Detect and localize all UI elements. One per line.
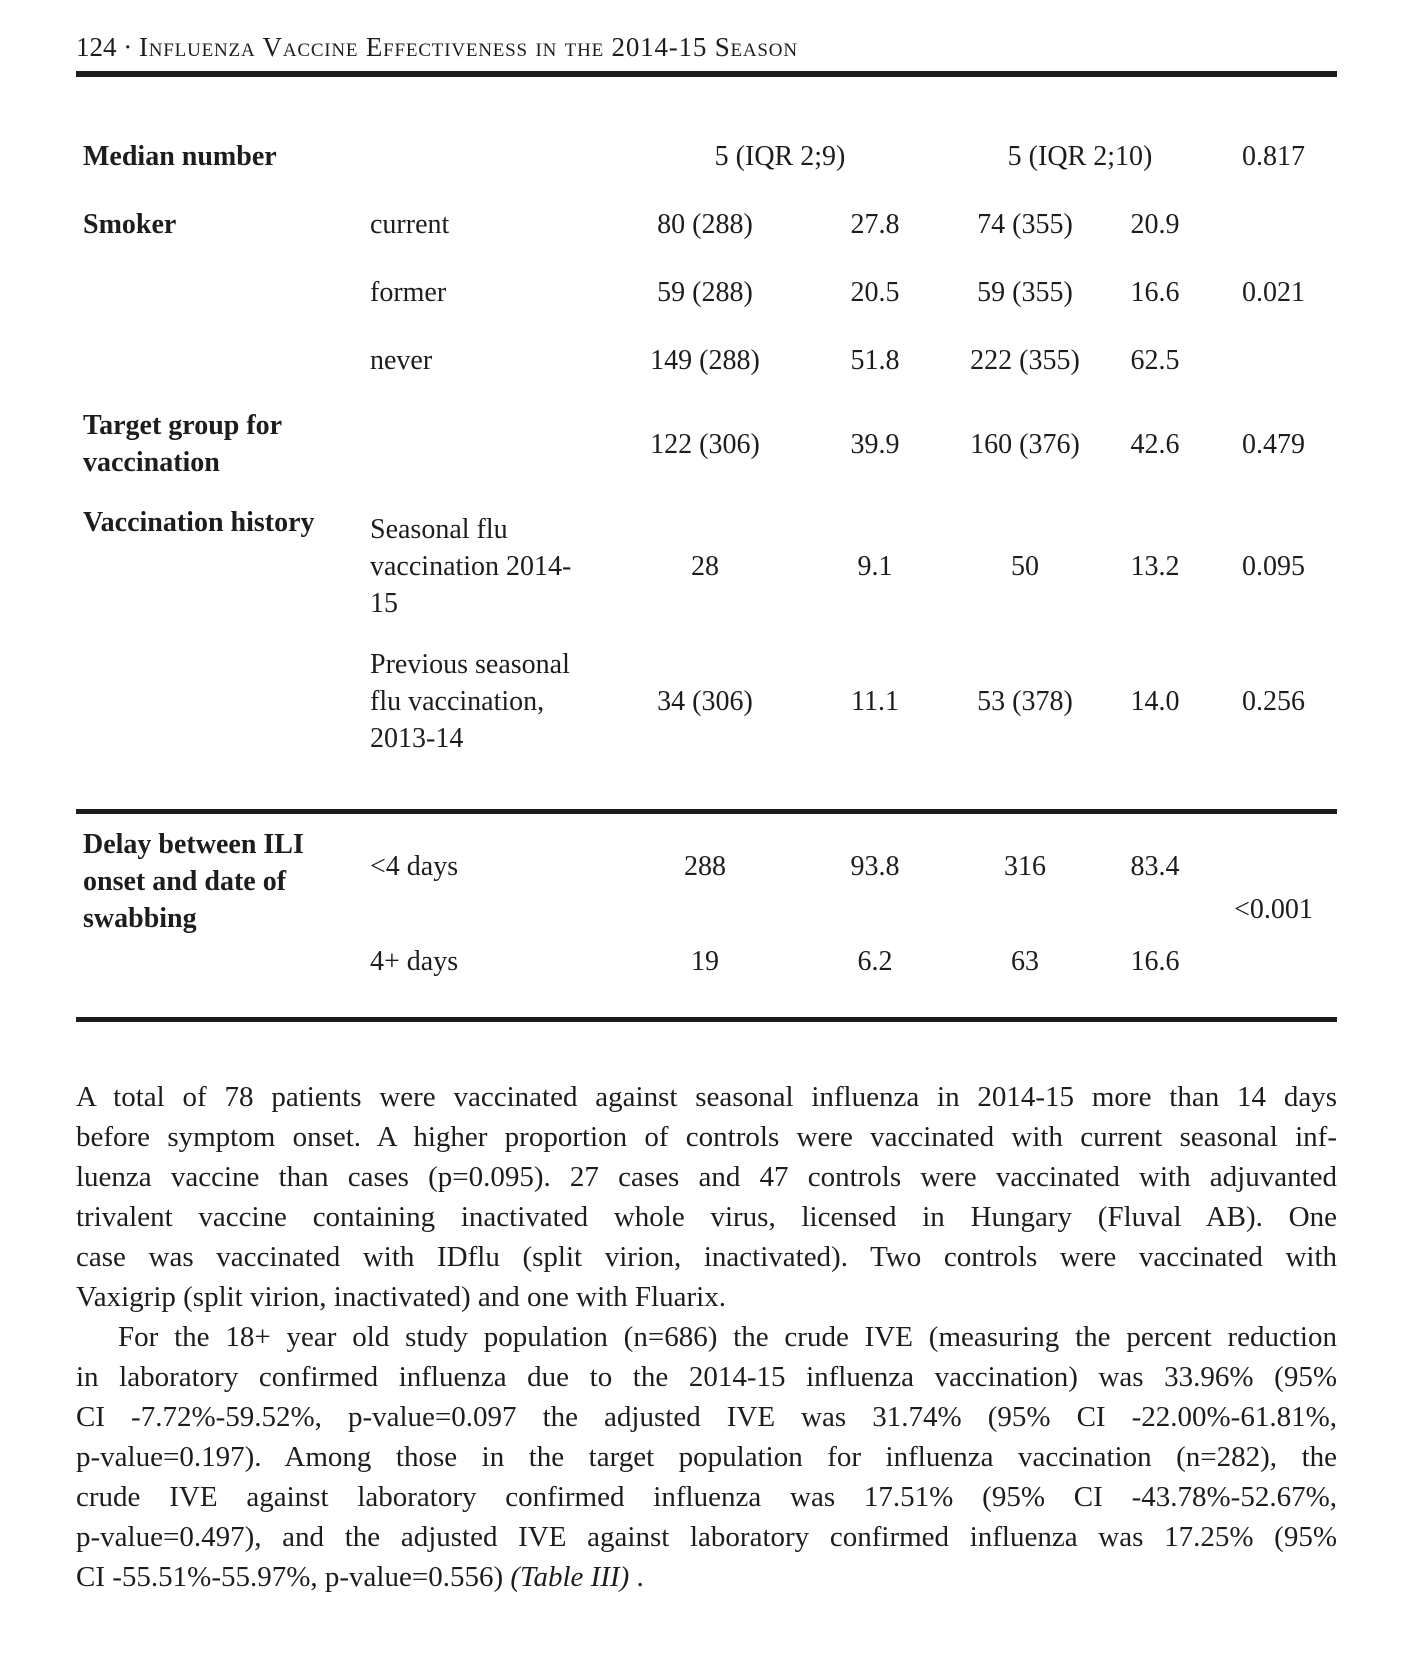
- row-category: <4 days: [370, 851, 459, 882]
- controls-pct-cell: 16.6: [1130, 276, 1180, 308]
- row-label: Median number: [83, 140, 277, 172]
- paragraph-line: p-value=0.197). Among those in the target population for influenza vaccination (n=282), the: [76, 1441, 1337, 1473]
- cases-merged-cell: 5 (IQR 2;9): [714, 140, 846, 172]
- controls-pct-cell: 62.5: [1130, 344, 1180, 376]
- controls-pct-cell: 13.2: [1130, 551, 1180, 582]
- paragraph-line-text: CI -55.51%-55.97%, p-value=0.556): [76, 1561, 511, 1593]
- cases-n-cell: 80 (288): [657, 208, 753, 240]
- table-section-delay: [76, 814, 1337, 1004]
- paragraph-line: trivalent vaccine containing inactivated whole virus, licensed in Hungary (Fluval AB). One: [76, 1201, 1337, 1233]
- cases-n-cell: 19: [691, 946, 719, 977]
- running-title: Influenza Vaccine Effectiveness in the 2014-15 Season: [139, 32, 798, 62]
- table-row-smoker-former: [76, 258, 1337, 326]
- cases-n-cell: 122 (306): [650, 428, 760, 460]
- controls-n-cell: 59 (355): [977, 276, 1073, 308]
- controls-n-cell: 63: [1011, 946, 1039, 977]
- study-characteristics-table: [76, 122, 1337, 1022]
- paragraph-line: For the 18+ year old study population (n=686) the crude IVE (measuring the percent reduction: [118, 1321, 1337, 1353]
- paragraph-line: CI -7.72%-59.52%, p-value=0.097 the adjusted IVE was 31.74% (95% CI -22.00%-61.81%,: [76, 1401, 1337, 1433]
- cases-pct-cell: 9.1: [857, 551, 893, 582]
- p-value-cell: 0.095: [1242, 551, 1305, 582]
- paragraph-line: luenza vaccine than cases (p=0.095). 27 cases and 47 controls were vaccinated with adjuvanted: [76, 1161, 1337, 1193]
- controls-n-cell: 74 (355): [977, 208, 1073, 240]
- paragraph-line: Vaxigrip (split virion, inactivated) and one with Fluarix.: [76, 1281, 726, 1313]
- table-reference: (Table III): [510, 1561, 630, 1593]
- row-label: Vaccination history: [83, 507, 315, 538]
- paragraph-line: p-value=0.497), and the adjusted IVE against laboratory confirmed influenza was 17.25% (95%: [76, 1521, 1337, 1553]
- paragraph-line: case was vaccinated with IDflu (split virion, inactivated). Two controls were vaccinated with: [76, 1241, 1337, 1273]
- paragraph-line-text: .: [636, 1561, 644, 1593]
- cases-n-cell: 59 (288): [657, 276, 753, 308]
- table-row-vaccination-2013-14: [76, 639, 1337, 764]
- cases-pct-cell: 11.1: [851, 686, 899, 717]
- running-header: [76, 30, 1337, 64]
- cases-n-cell: 28: [691, 551, 719, 582]
- controls-pct-cell: 14.0: [1130, 686, 1180, 717]
- cases-n-cell: 288: [684, 851, 726, 882]
- row-category: current: [370, 208, 450, 240]
- table-row-target-group: [76, 394, 1337, 494]
- table-row-vaccination-2014-15: [76, 494, 1337, 639]
- cases-pct-cell: 93.8: [850, 851, 900, 882]
- controls-pct-cell: 20.9: [1130, 208, 1180, 240]
- paragraph-line: A total of 78 patients were vaccinated against seasonal influenza in 2014-15 more than 14 days: [76, 1081, 1337, 1113]
- body-text: [76, 1077, 1337, 1597]
- row-label: Delay between ILI onset and date of swabbing: [83, 829, 304, 934]
- controls-n-cell: 316: [1004, 851, 1046, 882]
- paragraph-line: in laboratory confirmed influenza due to the 2014-15 influenza vaccination) was 33.96% (95%: [76, 1361, 1337, 1393]
- controls-n-cell: 53 (378): [977, 686, 1073, 717]
- header-rule: [76, 71, 1337, 77]
- cases-pct-cell: 27.8: [850, 208, 900, 240]
- body-paragraph-1: [76, 1077, 1337, 1317]
- body-paragraph-2: [76, 1317, 1337, 1597]
- controls-pct-cell: 42.6: [1130, 428, 1180, 460]
- cases-pct-cell: 39.9: [850, 428, 900, 460]
- row-category: Previous seasonal flu vaccination, 2013-14: [370, 649, 570, 754]
- row-label: Smoker: [83, 208, 177, 240]
- p-value-cell: 0.021: [1242, 276, 1305, 308]
- cases-pct-cell: 6.2: [857, 946, 893, 977]
- paragraph-line: crude IVE against laboratory confirmed influenza was 17.51% (95% CI -43.78%-52.67%,: [76, 1481, 1337, 1513]
- paragraph-line: before symptom onset. A higher proportion of controls were vaccinated with current seasonal inf-: [76, 1121, 1337, 1153]
- row-label: Target group for vaccination: [83, 410, 282, 478]
- row-category: former: [370, 276, 447, 308]
- cases-n-cell: 149 (288): [650, 344, 760, 376]
- header-separator: ·: [123, 32, 133, 62]
- cases-pct-cell: 51.8: [850, 344, 900, 376]
- table-row-median: [76, 122, 1337, 190]
- row-category: never: [370, 344, 433, 376]
- p-value-cell: 0.256: [1242, 686, 1305, 717]
- row-category: Seasonal flu vaccination 2014-15: [370, 514, 572, 619]
- page-number: 124: [76, 32, 117, 62]
- p-value-cell: <0.001: [1234, 893, 1313, 925]
- paragraph-line: [76, 1557, 1337, 1597]
- controls-n-cell: 222 (355): [970, 344, 1080, 376]
- controls-n-cell: 50: [1011, 551, 1039, 582]
- table-row-smoker-current: [76, 190, 1337, 258]
- p-value-cell: 0.479: [1242, 428, 1305, 460]
- controls-pct-cell: 83.4: [1130, 851, 1180, 882]
- table-bottom-rule: [76, 1017, 1337, 1022]
- controls-merged-cell: 5 (IQR 2;10): [1007, 140, 1153, 172]
- cases-pct-cell: 20.5: [850, 276, 900, 308]
- controls-n-cell: 160 (376): [970, 428, 1080, 460]
- controls-pct-cell: 16.6: [1130, 946, 1180, 977]
- row-category: 4+ days: [370, 946, 459, 977]
- table-row-smoker-never: [76, 326, 1337, 394]
- cases-n-cell: 34 (306): [657, 686, 753, 717]
- p-value-cell: 0.817: [1242, 140, 1305, 172]
